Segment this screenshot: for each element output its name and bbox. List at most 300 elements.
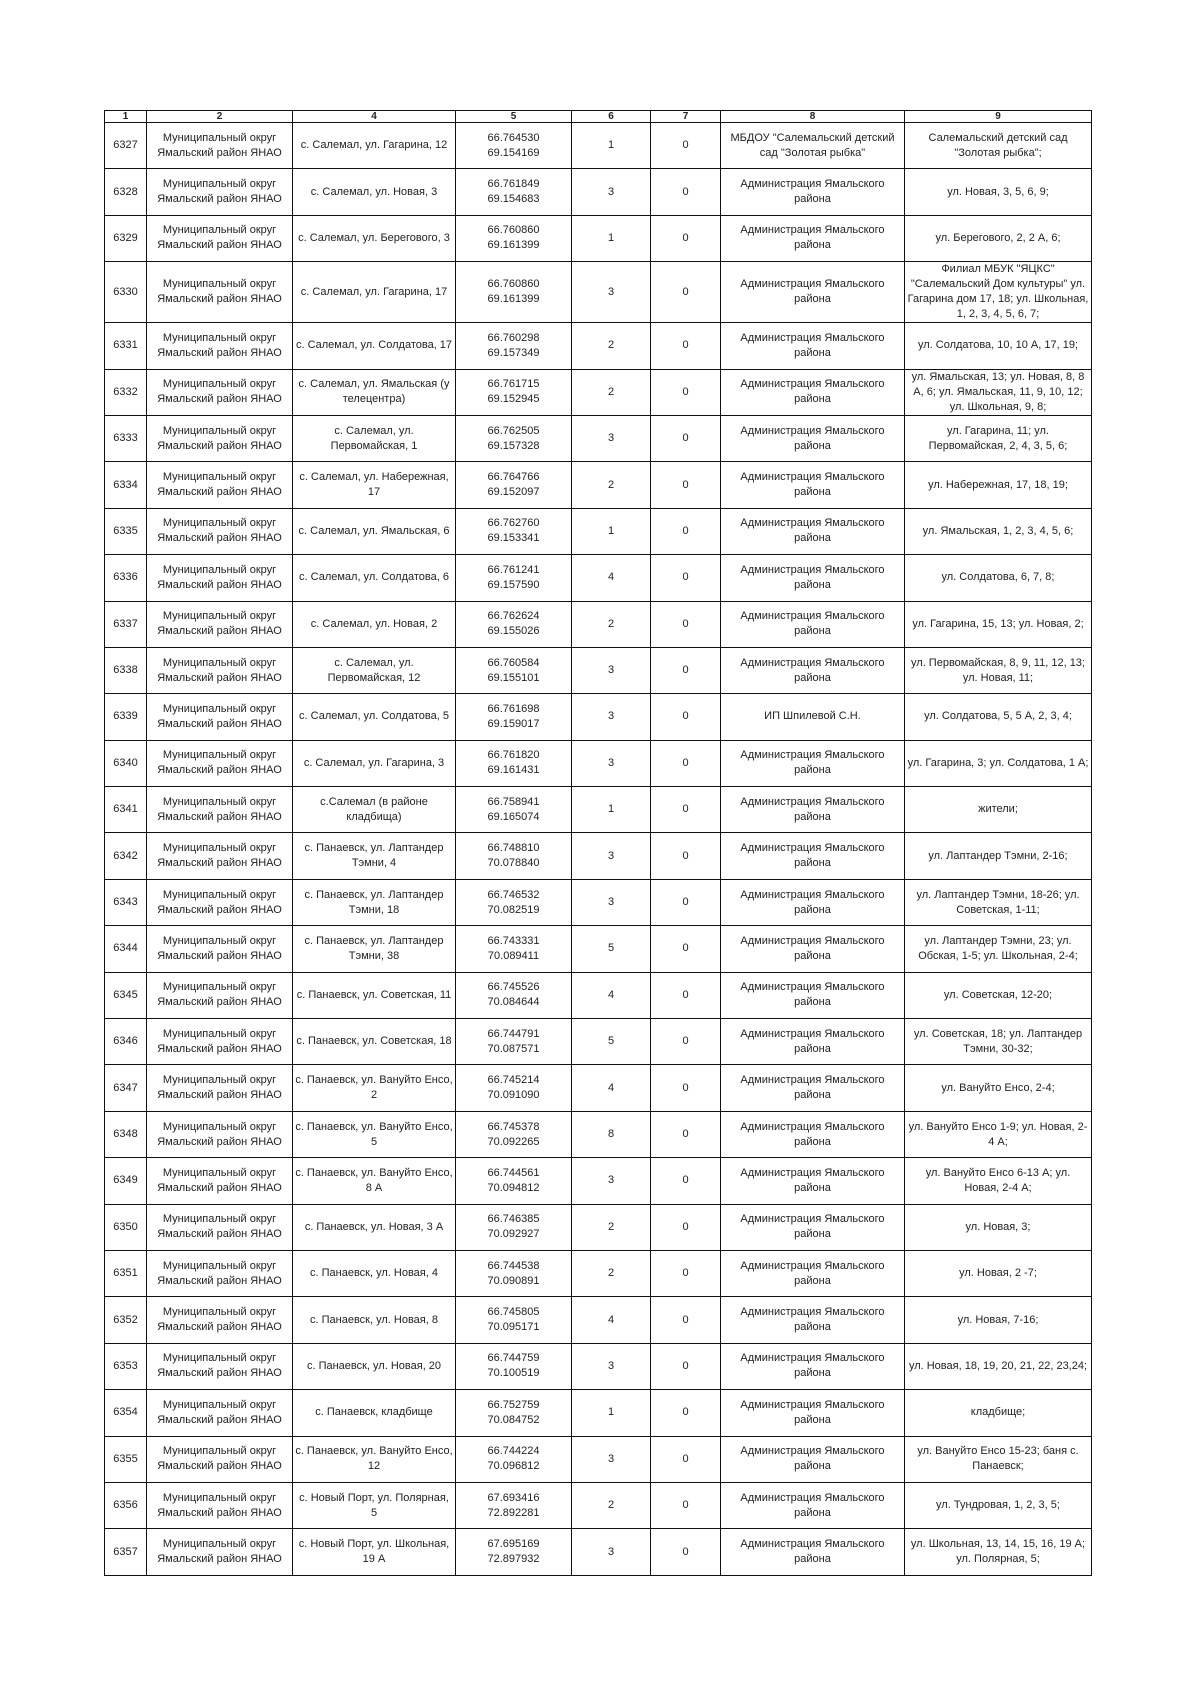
longitude-value: 69.155026	[487, 625, 540, 638]
zero-value-cell: 0	[651, 1111, 721, 1157]
coordinates-cell	[456, 508, 572, 554]
served-objects-cell: кладбище;	[905, 1390, 1092, 1436]
container-count-cell: 1	[572, 215, 651, 261]
coordinates-cell	[456, 694, 572, 740]
container-count-cell: 3	[572, 415, 651, 461]
container-count-cell: 3	[572, 1158, 651, 1204]
table-row	[105, 415, 1092, 461]
longitude-value: 70.087571	[487, 1042, 540, 1055]
latitude-value: 66.752759	[487, 1398, 540, 1411]
latitude-value: 66.761698	[487, 702, 540, 715]
served-objects-cell: ул. Гагарина, 11; ул. Первомайская, 2, 4, 3, 5, 6;	[905, 415, 1092, 461]
latitude-value: 66.745526	[487, 981, 540, 994]
owner-cell: МБДОУ "Салемальский детский сад "Золотая рыбка"	[721, 123, 905, 169]
coordinates-cell	[456, 1343, 572, 1389]
row-id-cell: 6337	[105, 601, 147, 647]
longitude-value: 72.892281	[487, 1506, 540, 1519]
longitude-value: 69.154683	[487, 193, 540, 206]
region-cell: Муниципальный округ Ямальский район ЯНАО	[147, 647, 293, 693]
served-objects-cell: ул. Новая, 7-16;	[905, 1297, 1092, 1343]
served-objects-cell: ул. Лаптандер Тэмни, 2-16;	[905, 833, 1092, 879]
zero-value-cell: 0	[651, 1250, 721, 1296]
zero-value-cell: 0	[651, 1297, 721, 1343]
container-count-cell: 3	[572, 1436, 651, 1482]
region-cell: Муниципальный округ Ямальский район ЯНАО	[147, 1250, 293, 1296]
longitude-value: 70.082519	[487, 903, 540, 916]
address-cell: с. Панаевск, ул. Вануйто Енсо, 8 А	[293, 1158, 456, 1204]
owner-cell: Администрация Ямальского района	[721, 1111, 905, 1157]
coordinates-cell	[456, 369, 572, 415]
col-header: 4	[293, 111, 456, 123]
table-row	[105, 323, 1092, 369]
coordinates-cell	[456, 740, 572, 786]
coordinates-cell	[456, 215, 572, 261]
owner-cell: Администрация Ямальского района	[721, 647, 905, 693]
table-row	[105, 123, 1092, 169]
owner-cell: Администрация Ямальского района	[721, 1204, 905, 1250]
region-cell: Муниципальный округ Ямальский район ЯНАО	[147, 462, 293, 508]
table-row	[105, 262, 1092, 323]
zero-value-cell: 0	[651, 1390, 721, 1436]
table-row	[105, 1529, 1092, 1575]
longitude-value: 70.092927	[487, 1228, 540, 1241]
region-cell: Муниципальный округ Ямальский район ЯНАО	[147, 601, 293, 647]
owner-cell: Администрация Ямальского района	[721, 555, 905, 601]
longitude-value: 69.165074	[487, 810, 540, 823]
latitude-value: 67.695169	[487, 1538, 540, 1551]
row-id-cell: 6335	[105, 508, 147, 554]
zero-value-cell: 0	[651, 1019, 721, 1065]
container-count-cell: 2	[572, 1482, 651, 1528]
region-cell: Муниципальный округ Ямальский район ЯНАО	[147, 1436, 293, 1482]
address-cell: с. Панаевск, кладбище	[293, 1390, 456, 1436]
coordinates-cell	[456, 462, 572, 508]
longitude-value: 70.100519	[487, 1367, 540, 1380]
address-cell: с. Салемал, ул. Гагарина, 17	[293, 262, 456, 323]
address-cell: с. Салемал, ул. Первомайская, 1	[293, 415, 456, 461]
table-row	[105, 1204, 1092, 1250]
longitude-value: 69.152945	[487, 393, 540, 406]
address-cell: с. Панаевск, ул. Новая, 8	[293, 1297, 456, 1343]
table-header	[105, 111, 1092, 123]
zero-value-cell: 0	[651, 1065, 721, 1111]
coordinates-cell	[456, 1111, 572, 1157]
table-row	[105, 1111, 1092, 1157]
address-cell: с. Салемал, ул. Первомайская, 12	[293, 647, 456, 693]
container-count-cell: 3	[572, 262, 651, 323]
served-objects-cell: ул. Новая, 3, 5, 6, 9;	[905, 169, 1092, 215]
latitude-value: 66.746532	[487, 888, 540, 901]
longitude-value: 69.157590	[487, 578, 540, 591]
address-cell: с. Салемал, ул. Новая, 3	[293, 169, 456, 215]
served-objects-cell: ул. Тундровая, 1, 2, 3, 5;	[905, 1482, 1092, 1528]
owner-cell: Администрация Ямальского района	[721, 1065, 905, 1111]
served-objects-cell: ул. Вануйто Енсо 1-9; ул. Новая, 2-4 А;	[905, 1111, 1092, 1157]
latitude-value: 66.761849	[487, 178, 540, 191]
row-id-cell: 6353	[105, 1343, 147, 1389]
row-id-cell: 6330	[105, 262, 147, 323]
served-objects-cell: Салемальский детский сад "Золотая рыбка";	[905, 123, 1092, 169]
latitude-value: 66.760298	[487, 331, 540, 344]
address-cell: с. Салемал, ул. Солдатова, 6	[293, 555, 456, 601]
region-cell: Муниципальный округ Ямальский район ЯНАО	[147, 1019, 293, 1065]
longitude-value: 70.096812	[487, 1460, 540, 1473]
row-id-cell: 6342	[105, 833, 147, 879]
served-objects-cell: ул. Ямальская, 13; ул. Новая, 8, 8 А, 6; ул. Ямальская, 11, 9, 10, 12; ул. Школьная, 9, 8;	[905, 369, 1092, 415]
address-cell: с. Панаевск, ул. Вануйто Енсо, 5	[293, 1111, 456, 1157]
table-row	[105, 462, 1092, 508]
region-cell: Муниципальный округ Ямальский район ЯНАО	[147, 555, 293, 601]
zero-value-cell: 0	[651, 879, 721, 925]
address-cell: с. Салемал, ул. Солдатова, 5	[293, 694, 456, 740]
zero-value-cell: 0	[651, 123, 721, 169]
zero-value-cell: 0	[651, 972, 721, 1018]
address-cell: с. Панаевск, ул. Новая, 4	[293, 1250, 456, 1296]
owner-cell: Администрация Ямальского района	[721, 215, 905, 261]
row-id-cell: 6349	[105, 1158, 147, 1204]
region-cell: Муниципальный округ Ямальский район ЯНАО	[147, 1204, 293, 1250]
container-count-cell: 1	[572, 787, 651, 833]
row-id-cell: 6348	[105, 1111, 147, 1157]
latitude-value: 66.762760	[487, 517, 540, 530]
zero-value-cell: 0	[651, 555, 721, 601]
coordinates-cell	[456, 833, 572, 879]
address-cell: с. Салемал, ул. Гагарина, 3	[293, 740, 456, 786]
coordinates-cell	[456, 1297, 572, 1343]
table-row	[105, 833, 1092, 879]
region-cell: Муниципальный округ Ямальский район ЯНАО	[147, 1390, 293, 1436]
table-row	[105, 787, 1092, 833]
zero-value-cell: 0	[651, 1158, 721, 1204]
owner-cell: Администрация Ямальского района	[721, 462, 905, 508]
zero-value-cell: 0	[651, 215, 721, 261]
address-cell: с. Панаевск, ул. Вануйто Енсо, 12	[293, 1436, 456, 1482]
longitude-value: 69.159017	[487, 717, 540, 730]
longitude-value: 69.153341	[487, 532, 540, 545]
served-objects-cell: ул. Гагарина, 15, 13; ул. Новая, 2;	[905, 601, 1092, 647]
longitude-value: 70.092265	[487, 1135, 540, 1148]
longitude-value: 70.089411	[487, 949, 540, 962]
coordinates-cell	[456, 1436, 572, 1482]
address-cell: с. Салемал, ул. Солдатова, 17	[293, 323, 456, 369]
container-count-cell: 3	[572, 833, 651, 879]
container-count-cell: 3	[572, 879, 651, 925]
col-header: 1	[105, 111, 147, 123]
served-objects-cell: Филиал МБУК "ЯЦКС" "Салемальский Дом культуры" ул. Гагарина дом 17, 18; ул. Школьная, 1, 2, 3, 4, 5, 6, 7;	[905, 262, 1092, 323]
latitude-value: 66.760860	[487, 224, 540, 237]
row-id-cell: 6356	[105, 1482, 147, 1528]
region-cell: Муниципальный округ Ямальский район ЯНАО	[147, 694, 293, 740]
coordinates-cell	[456, 169, 572, 215]
served-objects-cell: ул. Лаптандер Тэмни, 23; ул. Обская, 1-5; ул. Школьная, 2-4;	[905, 926, 1092, 972]
longitude-value: 69.155101	[487, 671, 540, 684]
container-count-cell: 2	[572, 1250, 651, 1296]
zero-value-cell: 0	[651, 1204, 721, 1250]
table-row	[105, 879, 1092, 925]
container-count-cell: 8	[572, 1111, 651, 1157]
zero-value-cell: 0	[651, 415, 721, 461]
owner-cell: Администрация Ямальского района	[721, 1390, 905, 1436]
served-objects-cell: ул. Вануйто Енсо 15-23; баня с. Панаевск;	[905, 1436, 1092, 1482]
table-row	[105, 1436, 1092, 1482]
row-id-cell: 6329	[105, 215, 147, 261]
served-objects-cell: ул. Лаптандер Тэмни, 18-26; ул. Советская, 1-11;	[905, 879, 1092, 925]
table-body	[105, 123, 1092, 1576]
served-objects-cell: ул. Школьная, 13, 14, 15, 16, 19 А; ул. Полярная, 5;	[905, 1529, 1092, 1575]
header-row	[105, 111, 1092, 123]
region-cell: Муниципальный округ Ямальский район ЯНАО	[147, 972, 293, 1018]
latitude-value: 66.764766	[487, 471, 540, 484]
container-count-cell: 2	[572, 462, 651, 508]
longitude-value: 70.095171	[487, 1321, 540, 1334]
owner-cell: Администрация Ямальского района	[721, 1297, 905, 1343]
row-id-cell: 6344	[105, 926, 147, 972]
region-cell: Муниципальный округ Ямальский район ЯНАО	[147, 787, 293, 833]
latitude-value: 66.748810	[487, 842, 540, 855]
address-cell: с. Новый Порт, ул. Школьная, 19 А	[293, 1529, 456, 1575]
latitude-value: 66.744224	[487, 1445, 540, 1458]
coordinates-cell	[456, 926, 572, 972]
coordinates-cell	[456, 1390, 572, 1436]
zero-value-cell: 0	[651, 926, 721, 972]
region-cell: Муниципальный округ Ямальский район ЯНАО	[147, 323, 293, 369]
longitude-value: 70.090891	[487, 1274, 540, 1287]
served-objects-cell: ул. Ямальская, 1, 2, 3, 4, 5, 6;	[905, 508, 1092, 554]
coordinates-cell	[456, 123, 572, 169]
table-row	[105, 694, 1092, 740]
col-header: 5	[456, 111, 572, 123]
table-row	[105, 1065, 1092, 1111]
latitude-value: 66.761820	[487, 749, 540, 762]
region-cell: Муниципальный округ Ямальский район ЯНАО	[147, 1111, 293, 1157]
longitude-value: 70.084752	[487, 1413, 540, 1426]
owner-cell: Администрация Ямальского района	[721, 1529, 905, 1575]
table-row	[105, 1158, 1092, 1204]
container-count-cell: 3	[572, 1343, 651, 1389]
longitude-value: 70.084644	[487, 996, 540, 1009]
table-row	[105, 972, 1092, 1018]
owner-cell: Администрация Ямальского района	[721, 787, 905, 833]
region-cell: Муниципальный округ Ямальский район ЯНАО	[147, 369, 293, 415]
container-count-cell: 5	[572, 1019, 651, 1065]
address-cell: с. Панаевск, ул. Лаптандер Тэмни, 18	[293, 879, 456, 925]
latitude-value: 66.744561	[487, 1166, 540, 1179]
longitude-value: 69.154169	[487, 146, 540, 159]
table-row	[105, 740, 1092, 786]
region-cell: Муниципальный округ Ямальский район ЯНАО	[147, 1297, 293, 1343]
coordinates-cell	[456, 1019, 572, 1065]
zero-value-cell: 0	[651, 262, 721, 323]
region-cell: Муниципальный округ Ямальский район ЯНАО	[147, 1482, 293, 1528]
zero-value-cell: 0	[651, 462, 721, 508]
container-count-cell: 4	[572, 972, 651, 1018]
latitude-value: 66.745214	[487, 1074, 540, 1087]
address-cell: с. Панаевск, ул. Лаптандер Тэмни, 38	[293, 926, 456, 972]
row-id-cell: 6333	[105, 415, 147, 461]
longitude-value: 69.157328	[487, 439, 540, 452]
coordinates-cell	[456, 1065, 572, 1111]
coordinates-cell	[456, 879, 572, 925]
col-header: 9	[905, 111, 1092, 123]
address-cell: с. Салемал, ул. Новая, 2	[293, 601, 456, 647]
longitude-value: 69.161399	[487, 293, 540, 306]
owner-cell: Администрация Ямальского района	[721, 1436, 905, 1482]
served-objects-cell: ул. Берегового, 2, 2 А, 6;	[905, 215, 1092, 261]
col-header: 7	[651, 111, 721, 123]
container-count-cell: 1	[572, 123, 651, 169]
latitude-value: 66.762505	[487, 424, 540, 437]
address-cell: с. Панаевск, ул. Советская, 18	[293, 1019, 456, 1065]
longitude-value: 70.078840	[487, 857, 540, 870]
longitude-value: 69.161431	[487, 764, 540, 777]
zero-value-cell: 0	[651, 787, 721, 833]
table-row	[105, 926, 1092, 972]
col-header: 8	[721, 111, 905, 123]
latitude-value: 66.760584	[487, 656, 540, 669]
table-row	[105, 215, 1092, 261]
row-id-cell: 6347	[105, 1065, 147, 1111]
region-cell: Муниципальный округ Ямальский район ЯНАО	[147, 415, 293, 461]
owner-cell: Администрация Ямальского района	[721, 369, 905, 415]
row-id-cell: 6332	[105, 369, 147, 415]
container-sites-table	[104, 110, 1092, 1576]
latitude-value: 66.743331	[487, 934, 540, 947]
latitude-value: 66.744791	[487, 1027, 540, 1040]
table-row	[105, 1390, 1092, 1436]
longitude-value: 69.152097	[487, 486, 540, 499]
owner-cell: Администрация Ямальского района	[721, 972, 905, 1018]
latitude-value: 66.762624	[487, 610, 540, 623]
coordinates-cell	[456, 1204, 572, 1250]
latitude-value: 66.760860	[487, 278, 540, 291]
address-cell: с.Салемал (в районе кладбища)	[293, 787, 456, 833]
longitude-value: 72.897932	[487, 1553, 540, 1566]
table-row	[105, 555, 1092, 601]
owner-cell: Администрация Ямальского района	[721, 1250, 905, 1296]
container-count-cell: 3	[572, 169, 651, 215]
owner-cell: Администрация Ямальского района	[721, 740, 905, 786]
zero-value-cell: 0	[651, 169, 721, 215]
coordinates-cell	[456, 601, 572, 647]
row-id-cell: 6328	[105, 169, 147, 215]
zero-value-cell: 0	[651, 1482, 721, 1528]
longitude-value: 69.161399	[487, 239, 540, 252]
latitude-value: 66.758941	[487, 795, 540, 808]
owner-cell: Администрация Ямальского района	[721, 879, 905, 925]
table-row	[105, 1019, 1092, 1065]
row-id-cell: 6341	[105, 787, 147, 833]
owner-cell: Администрация Ямальского района	[721, 1343, 905, 1389]
row-id-cell: 6331	[105, 323, 147, 369]
address-cell: с. Панаевск, ул. Новая, 3 А	[293, 1204, 456, 1250]
region-cell: Муниципальный округ Ямальский район ЯНАО	[147, 926, 293, 972]
address-cell: с. Новый Порт, ул. Полярная, 5	[293, 1482, 456, 1528]
owner-cell: Администрация Ямальского района	[721, 1019, 905, 1065]
zero-value-cell: 0	[651, 323, 721, 369]
container-count-cell: 4	[572, 1297, 651, 1343]
region-cell: Муниципальный округ Ямальский район ЯНАО	[147, 123, 293, 169]
zero-value-cell: 0	[651, 1529, 721, 1575]
zero-value-cell: 0	[651, 1436, 721, 1482]
served-objects-cell: ул. Солдатова, 5, 5 А, 2, 3, 4;	[905, 694, 1092, 740]
region-cell: Муниципальный округ Ямальский район ЯНАО	[147, 740, 293, 786]
owner-cell: Администрация Ямальского района	[721, 833, 905, 879]
region-cell: Муниципальный округ Ямальский район ЯНАО	[147, 508, 293, 554]
region-cell: Муниципальный округ Ямальский район ЯНАО	[147, 833, 293, 879]
served-objects-cell: ул. Новая, 18, 19, 20, 21, 22, 23,24;	[905, 1343, 1092, 1389]
col-header: 2	[147, 111, 293, 123]
coordinates-cell	[456, 415, 572, 461]
address-cell: с. Салемал, ул. Ямальская, 6	[293, 508, 456, 554]
coordinates-cell	[456, 972, 572, 1018]
coordinates-cell	[456, 323, 572, 369]
container-count-cell: 3	[572, 647, 651, 693]
container-count-cell: 3	[572, 694, 651, 740]
longitude-value: 70.094812	[487, 1181, 540, 1194]
row-id-cell: 6346	[105, 1019, 147, 1065]
row-id-cell: 6336	[105, 555, 147, 601]
coordinates-cell	[456, 555, 572, 601]
row-id-cell: 6357	[105, 1529, 147, 1575]
row-id-cell: 6355	[105, 1436, 147, 1482]
table-row	[105, 508, 1092, 554]
owner-cell: Администрация Ямальского района	[721, 508, 905, 554]
owner-cell: ИП Шпилевой С.Н.	[721, 694, 905, 740]
served-objects-cell: ул. Вануйто Енсо, 2-4;	[905, 1065, 1092, 1111]
container-count-cell: 2	[572, 1204, 651, 1250]
address-cell: с. Салемал, ул. Набережная, 17	[293, 462, 456, 508]
zero-value-cell: 0	[651, 647, 721, 693]
served-objects-cell: ул. Солдатова, 10, 10 А, 17, 19;	[905, 323, 1092, 369]
address-cell: с. Панаевск, ул. Новая, 20	[293, 1343, 456, 1389]
owner-cell: Администрация Ямальского района	[721, 323, 905, 369]
address-cell: с. Панаевск, ул. Советская, 11	[293, 972, 456, 1018]
zero-value-cell: 0	[651, 369, 721, 415]
owner-cell: Администрация Ямальского района	[721, 169, 905, 215]
owner-cell: Администрация Ямальского района	[721, 1482, 905, 1528]
region-cell: Муниципальный округ Ямальский район ЯНАО	[147, 1529, 293, 1575]
zero-value-cell: 0	[651, 601, 721, 647]
owner-cell: Администрация Ямальского района	[721, 1158, 905, 1204]
coordinates-cell	[456, 262, 572, 323]
container-count-cell: 4	[572, 1065, 651, 1111]
row-id-cell: 6327	[105, 123, 147, 169]
row-id-cell: 6351	[105, 1250, 147, 1296]
region-cell: Муниципальный округ Ямальский район ЯНАО	[147, 1343, 293, 1389]
served-objects-cell: ул. Солдатова, 6, 7, 8;	[905, 555, 1092, 601]
owner-cell: Администрация Ямальского района	[721, 926, 905, 972]
zero-value-cell: 0	[651, 508, 721, 554]
longitude-value: 70.091090	[487, 1089, 540, 1102]
served-objects-cell: ул. Вануйто Енсо 6-13 А; ул. Новая, 2-4 А;	[905, 1158, 1092, 1204]
latitude-value: 66.744759	[487, 1352, 540, 1365]
address-cell: с. Панаевск, ул. Вануйто Енсо, 2	[293, 1065, 456, 1111]
region-cell: Муниципальный округ Ямальский район ЯНАО	[147, 879, 293, 925]
container-count-cell: 2	[572, 369, 651, 415]
row-id-cell: 6340	[105, 740, 147, 786]
container-count-cell: 3	[572, 740, 651, 786]
table-row	[105, 169, 1092, 215]
coordinates-cell	[456, 1482, 572, 1528]
address-cell: с. Салемал, ул. Ямальская (у телецентра)	[293, 369, 456, 415]
col-header: 6	[572, 111, 651, 123]
served-objects-cell: ул. Новая, 3;	[905, 1204, 1092, 1250]
row-id-cell: 6334	[105, 462, 147, 508]
row-id-cell: 6352	[105, 1297, 147, 1343]
container-count-cell: 2	[572, 323, 651, 369]
row-id-cell: 6338	[105, 647, 147, 693]
zero-value-cell: 0	[651, 1343, 721, 1389]
